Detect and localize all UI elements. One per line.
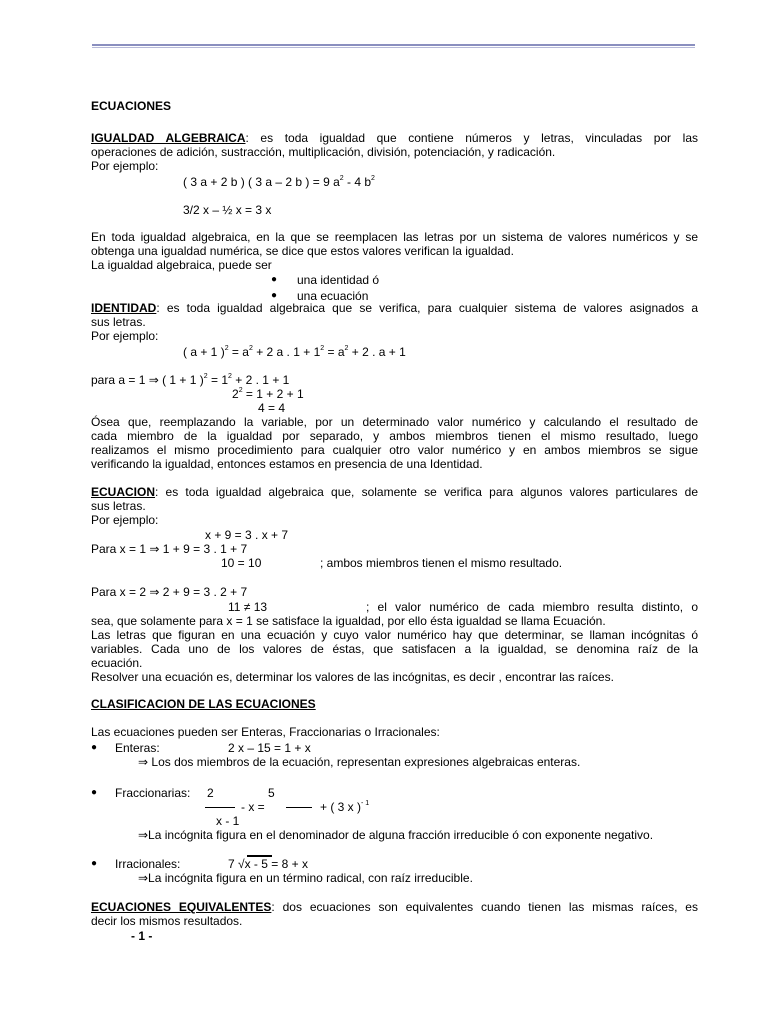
term-ecuacion: ECUACION: [91, 485, 156, 499]
fraction-bar-1: [205, 807, 235, 808]
irracionales-note: ⇒La incógnita figura en un término radical, con raíz irreducible.: [138, 871, 473, 885]
equation-ecuacion: x + 9 = 3 . x + 7: [205, 528, 289, 542]
term-igualdad: IGUALDAD ALGEBRAICA: [91, 131, 246, 145]
equation-igualdad-1: ( 3 a + 2 b ) ( 3 a – 2 b ) = 9 $a^2 - 4$ $b^2$: [183, 175, 375, 189]
igualdad-paragraph: IGUALDAD ALGEBRAICA: es toda igualdad que contiene números y letras, vinculadas por las operaciones de adición, sustracción, multiplicación, división, potenciación, y radicación. Por ejemplo:: [91, 131, 698, 173]
fraccionarias-note: ⇒La incógnita figura en el denominador de alguna fracción irreducible ó con exponente negativo.: [138, 828, 654, 842]
fraction-numerator-2: 5: [268, 786, 275, 800]
toda-paragraph: En toda igualdad algebraica, en la que se reemplacen las letras por un sistema de valores numéricos y se obtenga una igualdad numérica, se dice que estos valores verifican la igualdad. La igualdad algebraica, puede ser: [91, 230, 698, 272]
bullet-dot: ●: [271, 290, 278, 301]
ecuacion-explanation: sea, que solamente para x = 1 se satisface la igualdad, por ello ésta igualdad se llama Ecuación. Las letras que figuran en una ecuación y cuyo valor numérico hay que determinar, se llaman incógnitas ó variables. Cada uno de los valores de éstas, que satisfacen a la igualdad, se denomina raíz de la ecuación. Resolver una ecuación es, determinar los valores de las incógnitas, es decir , encontrar las raíces.: [91, 614, 698, 684]
identidad-explanation: Ósea que, reemplazando la variable, por un determinado valor numérico y calculando el resultado de cada miembro de la igualdad por separado, y ambos miembros tienen el mismo resultado, luego realizamos el mismo procedimiento para cualquier otro valor numérico y en ambos miembros se sigue verificando la igualdad, entonces estamos en presencia de una Identidad.: [91, 415, 698, 471]
fraction-denominator: x - 1: [216, 814, 240, 828]
term-identidad: IDENTIDAD: [91, 301, 157, 315]
header-rule-thin: [92, 47, 695, 48]
bullet-dot: ●: [91, 787, 98, 798]
radicand: x -: [244, 857, 258, 871]
enteras-note: ⇒ Los dos miembros de la ecuación, representan expresiones algebraicas enteras.: [138, 755, 581, 769]
ecuacion-paragraph: ECUACION: es toda igualdad algebraica que, solamente se verifica para algunos valores particulares de sus letras. Por ejemplo:: [91, 485, 698, 527]
section-heading: ECUACIONES: [91, 99, 172, 113]
bullet-dot: ●: [91, 858, 98, 869]
equation-identidad: ( a + 1 )$^2 = a^2 + 2$ a . $1 + 1^2 = a^2 + 2$ . a + 1: [183, 345, 406, 359]
identidad-check-1: para a = 1 ⇒ ( 1 + 1 )$^2 = 1^2 + 2$ . 1 + 1: [91, 373, 290, 387]
ecuacion-check-2: Para x = 2 ⇒ 2 + 9 = 3 . 2 + 7: [91, 585, 248, 599]
ecuacion-note-2: ; el valor numérico de cada miembro resulta distinto, o: [366, 600, 698, 614]
irracionales-label: Irracionales:: [115, 857, 181, 871]
fraction-bar-2: [286, 807, 312, 808]
fraction-tail: + ( 3 x )$^{- 1}$: [320, 800, 370, 814]
identidad-check-2: $2^2 = 1 + 2 + 1$: [232, 387, 304, 401]
ecuacion-note-1: ; ambos miembros tienen el mismo resultado.: [320, 556, 563, 570]
ecuacion-result-1: 10 = 10: [221, 556, 262, 570]
clasificacion-intro: Las ecuaciones pueden ser Enteras, Fraccionarias o Irracionales:: [91, 725, 440, 739]
bullet-dot: ●: [91, 742, 98, 753]
page-number: - 1 -: [131, 929, 153, 943]
bullet-ecuacion: una ecuación: [297, 289, 369, 303]
ecuacion-result-2: 11 ≠ 13: [228, 600, 268, 614]
enteras-equation: 2 x – 15 = 1 + x: [228, 741, 311, 755]
fraccionarias-label: Fraccionarias:: [115, 786, 191, 800]
bullet-identidad: una identidad ó: [297, 273, 380, 287]
bullet-dot: ●: [271, 274, 278, 285]
term-equivalentes: ECUACIONES EQUIVALENTES: [91, 900, 272, 914]
ecuacion-check-1: Para x = 1 ⇒ 1 + 9 = 3 . 1 + 7: [91, 542, 248, 556]
enteras-label: Enteras:: [115, 741, 160, 755]
equivalentes-paragraph: ECUACIONES EQUIVALENTES: dos ecuaciones son equivalentes cuando tienen las mismas raíces, es decir los mismos resultados.: [91, 900, 698, 928]
equation-igualdad-2: 3/2 x – ½ x = 3 x: [183, 203, 272, 217]
header-rule: [92, 44, 695, 46]
identidad-paragraph: IDENTIDAD: es toda igualdad algebraica que se verifica, para cualquier sistema de valores asignados a sus letras. Por ejemplo:: [91, 301, 698, 343]
identidad-check-3: 4 = 4: [258, 401, 286, 415]
clasificacion-title: CLASIFICACION DE LAS ECUACIONES: [91, 697, 316, 711]
fraction-numerator-1: 2: [207, 786, 214, 800]
fraction-middle: - x =: [241, 800, 265, 814]
radical-overline: [247, 855, 272, 857]
irracionales-equation: 7 √x - 5 = 8 + x: [228, 857, 308, 871]
